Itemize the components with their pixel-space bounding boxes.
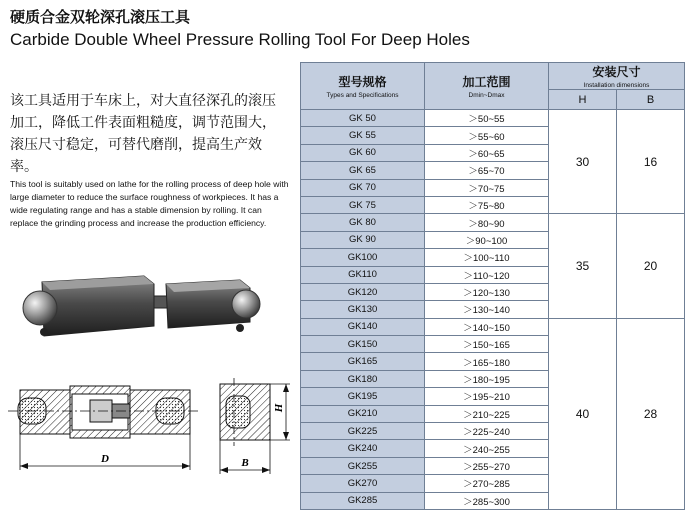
range-cell: ＞50~55 bbox=[425, 110, 549, 127]
model-cell: GK285 bbox=[301, 492, 425, 509]
header-range bbox=[425, 63, 549, 110]
install-h-cell: 30 bbox=[549, 110, 617, 214]
range-cell: ＞270~285 bbox=[425, 475, 549, 492]
tool-photo bbox=[14, 262, 276, 342]
install-h-cell: 40 bbox=[549, 318, 617, 509]
header-model-en: Types and Specifications bbox=[326, 92, 399, 99]
range-cell: ＞165~180 bbox=[425, 353, 549, 370]
model-cell: GK 75 bbox=[301, 196, 425, 213]
model-cell: GK240 bbox=[301, 440, 425, 457]
description-chinese: 该工具适用于车床上，对大直径深孔的滚压加工，降低工件表面粗糙度，调节范围大，滚压尺寸稳定，可替代磨削，提高生产效率。 bbox=[10, 93, 276, 175]
table-row bbox=[301, 110, 685, 127]
spec-table bbox=[300, 62, 685, 510]
install-h-cell: 35 bbox=[549, 214, 617, 318]
model-cell: GK270 bbox=[301, 475, 425, 492]
model-cell: GK195 bbox=[301, 388, 425, 405]
model-cell: GK180 bbox=[301, 370, 425, 387]
model-cell: GK 50 bbox=[301, 110, 425, 127]
model-cell: GK 90 bbox=[301, 231, 425, 248]
table-row bbox=[301, 214, 685, 231]
table-row bbox=[301, 318, 685, 335]
range-cell: ＞80~90 bbox=[425, 214, 549, 231]
model-cell: GK255 bbox=[301, 457, 425, 474]
description-english: This tool is suitably used on lathe for the rolling process of deep hole with large diameter to reduce the surface roughness of workpieces. It has a wide regulating range and has a stable dimension by rolling. It can replace the grinding process and increase the production efficiency. bbox=[10, 179, 289, 228]
header-b: B bbox=[617, 90, 685, 110]
range-cell: ＞120~130 bbox=[425, 283, 549, 300]
model-cell: GK110 bbox=[301, 266, 425, 283]
model-cell: GK 60 bbox=[301, 144, 425, 161]
label-d: D bbox=[101, 453, 109, 465]
model-cell: GK210 bbox=[301, 405, 425, 422]
label-h: H bbox=[273, 403, 285, 413]
range-cell: ＞130~140 bbox=[425, 301, 549, 318]
model-cell: GK150 bbox=[301, 336, 425, 353]
range-cell: ＞180~195 bbox=[425, 370, 549, 387]
header-range-en: Dmin~Dmax bbox=[468, 92, 505, 99]
header-install-cn: 安装尺寸 bbox=[592, 65, 641, 79]
header-install bbox=[549, 63, 685, 90]
header-install-en: Installation dimensions bbox=[583, 82, 650, 89]
model-cell: GK225 bbox=[301, 423, 425, 440]
range-cell: ＞110~120 bbox=[425, 266, 549, 283]
title-english: Carbide Double Wheel Pressure Rolling Tool For Deep Holes bbox=[10, 30, 470, 49]
range-cell: ＞140~150 bbox=[425, 318, 549, 335]
range-cell: ＞255~270 bbox=[425, 457, 549, 474]
tool-drawing bbox=[6, 370, 296, 480]
range-cell: ＞70~75 bbox=[425, 179, 549, 196]
range-cell: ＞75~80 bbox=[425, 196, 549, 213]
range-cell: ＞150~165 bbox=[425, 336, 549, 353]
range-cell: ＞90~100 bbox=[425, 231, 549, 248]
model-cell: GK130 bbox=[301, 301, 425, 318]
model-cell: GK100 bbox=[301, 249, 425, 266]
range-cell: ＞210~225 bbox=[425, 405, 549, 422]
install-b-cell: 16 bbox=[617, 110, 685, 214]
range-cell: ＞225~240 bbox=[425, 423, 549, 440]
range-cell: ＞65~70 bbox=[425, 162, 549, 179]
install-b-cell: 20 bbox=[617, 214, 685, 318]
range-cell: ＞285~300 bbox=[425, 492, 549, 509]
model-cell: GK140 bbox=[301, 318, 425, 335]
range-cell: ＞240~255 bbox=[425, 440, 549, 457]
title-chinese: 硬质合金双轮深孔滚压工具 bbox=[10, 8, 191, 26]
model-cell: GK165 bbox=[301, 353, 425, 370]
header-range-cn: 加工范围 bbox=[462, 75, 511, 89]
range-cell: ＞55~60 bbox=[425, 127, 549, 144]
header-model-cn: 型号规格 bbox=[338, 75, 387, 89]
range-cell: ＞195~210 bbox=[425, 388, 549, 405]
label-b: B bbox=[241, 457, 249, 469]
range-cell: ＞60~65 bbox=[425, 144, 549, 161]
header-model bbox=[301, 63, 425, 110]
model-cell: GK 65 bbox=[301, 162, 425, 179]
model-cell: GK 80 bbox=[301, 214, 425, 231]
range-cell: ＞100~110 bbox=[425, 249, 549, 266]
install-b-cell: 28 bbox=[617, 318, 685, 509]
model-cell: GK120 bbox=[301, 283, 425, 300]
model-cell: GK 70 bbox=[301, 179, 425, 196]
header-h: H bbox=[549, 90, 617, 110]
model-cell: GK 55 bbox=[301, 127, 425, 144]
